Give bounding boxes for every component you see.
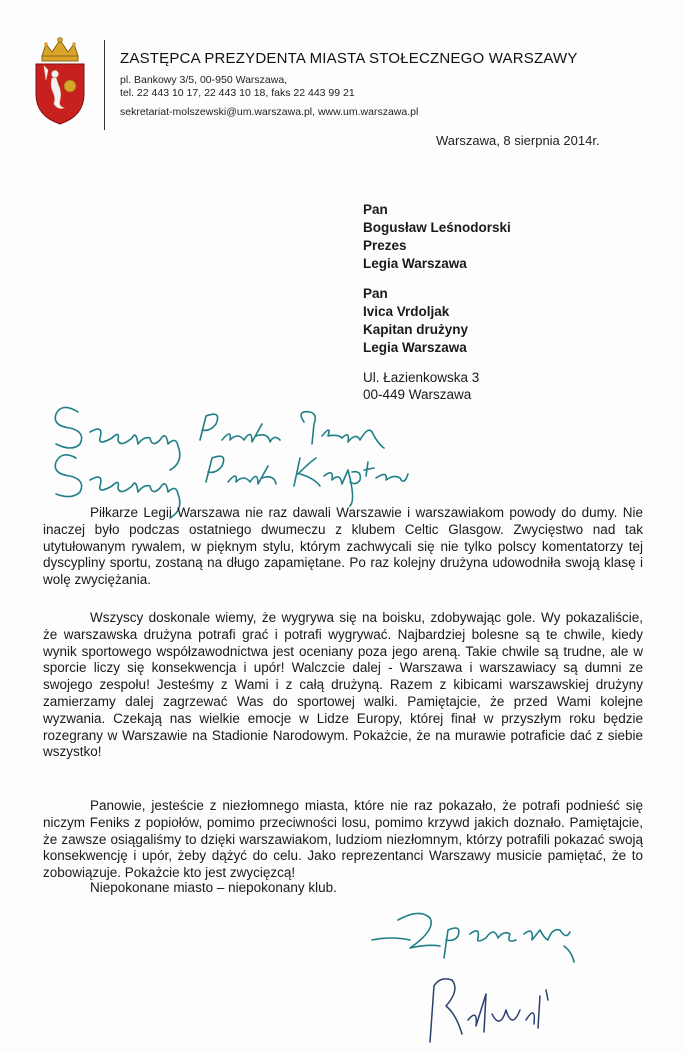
paragraph-3: Panowie, jesteście z niezłomnego miasta, które nie raz pokazało, że potrafi podnieść się niczym Feniks z popiołów, pomimo przeciwności losu, pomimo krzywd jakich doznało. Pamiętajcie, że zawsze osiągaliśmy to dzięki warszawiakom, ludziom niezłomnym, którzy potrafili pokazać swoją konsekwencję i upór, żeby dążyć do celu. Jako reprezentanci Warszawy musicie pamiętać, że to zobowiązuje. Pokażcie kto jest zwycięzcą! [43, 798, 643, 881]
recipient-name: Bogusław Leśnodorski [363, 220, 511, 235]
letterhead-divider [104, 40, 105, 130]
recipient-name: Ivica Vrdoljak [363, 304, 450, 319]
letter-date: Warszawa, 8 sierpnia 2014r. [436, 133, 600, 148]
warsaw-coat-of-arms-icon [28, 36, 92, 126]
handwritten-regards [372, 913, 574, 962]
handwritten-signature [430, 979, 548, 1042]
paragraph-2: Wszyscy doskonale wiemy, że wygrywa się na boisku, zdobywając gole. Wy pokazaliście, że warszawska drużyna potrafi grać i potrafi wygrywać. Najbardziej bolesne są te chwile, kiedy wynik sportowego współzawodnictwa jest oceniany poza jego areną. Takie chwile są trudne, ale w sporcie liczy się konsekwencja i upór! Walczcie dalej - Warszawa i warszawiacy są dumni ze swojego zespołu! Jesteśmy z Wami i z całą drużyną. Razem z kibicami warszawskiej drużyny zamierzamy dalej zagrzewać Was do sportowej walki. Pamiętajcie, że przed Wami kolejne wyzwania. Czekają nas wielkie emocje w Lidze Europy, której finał w przyszłym roku będzie rozegrany w Warszawie na Stadionie Narodowym. Pokażcie, że na murawie potraficie dać z siebie wszystko! [43, 610, 643, 760]
recipient-org: Legia Warszawa [363, 340, 467, 355]
letterhead-phones: tel. 22 443 10 17, 22 443 10 18, faks 22 443 99 21 [120, 87, 355, 99]
handwritten-greeting-1 [55, 407, 384, 470]
recipient-salutation: Pan [363, 286, 388, 301]
recipient-role: Prezes [363, 238, 407, 253]
recipient-street-address [363, 369, 479, 403]
paragraph-1: Piłkarze Legii Warszawa nie raz dawali Warszawie i warszawiakom powody do dumy. Nie inaczej było podczas ostatniego dwumeczu z klubem Celtic Glasgow. Zwycięstwo nad tak utytułowanym rywalem, w pięknym stylu, którym zachwycali się nie tylko polscy komentatorzy tej dyscypliny sportu, zostaną na długo zapamiętane. Po raz kolejny drużyna udowodniła swoją klasę i wolę zwyciężania. [43, 505, 643, 588]
closing-line: Niepokonane miasto – niepokonany klub. [90, 880, 337, 895]
recipient-org: Legia Warszawa [363, 256, 467, 271]
street-line-2: 00-449 Warszawa [363, 387, 472, 402]
letterhead [120, 50, 640, 119]
recipient-salutation: Pan [363, 202, 388, 217]
recipient-role: Kapitan drużyny [363, 322, 469, 337]
recipient-block-2 [363, 285, 468, 357]
street-line-1: Ul. Łazienkowska 3 [363, 370, 480, 385]
letterhead-contact: sekretariat-molszewski@um.warszawa.pl, www.um.warszawa.pl [120, 106, 419, 118]
letterhead-title: ZASTĘPCA PREZYDENTA MIASTA STOŁECZNEGO WARSZAWY [120, 50, 578, 67]
letterhead-address: pl. Bankowy 3/5, 00-950 Warszawa, [120, 74, 288, 86]
crown-icon [42, 38, 78, 61]
recipient-block-1 [363, 201, 511, 273]
